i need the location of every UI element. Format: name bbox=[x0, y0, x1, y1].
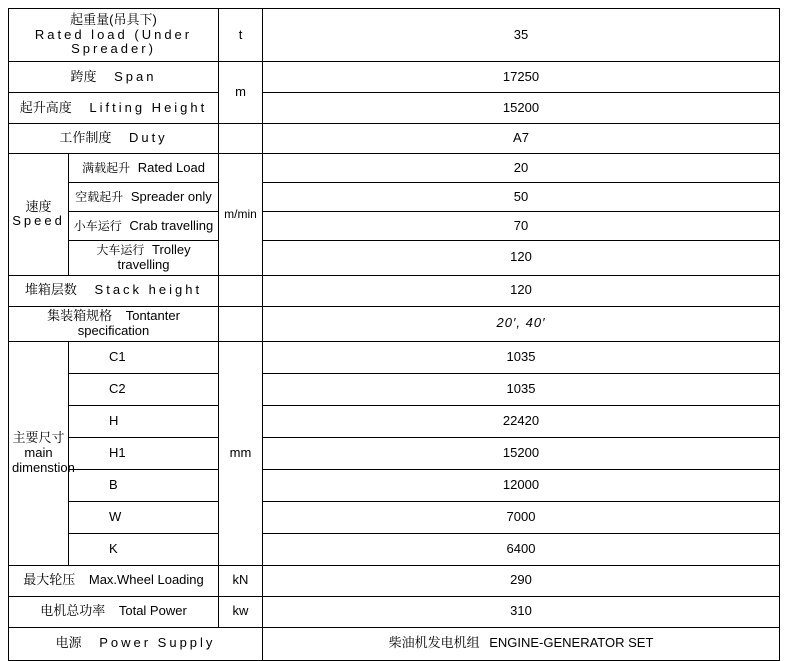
specification-table bbox=[8, 8, 780, 661]
row-label-container-spec bbox=[9, 306, 219, 341]
row-value: 310 bbox=[263, 596, 780, 627]
row-unit: t bbox=[219, 9, 263, 62]
row-unit bbox=[219, 124, 263, 154]
dimension-value: 15200 bbox=[263, 437, 780, 469]
label-cn: 速度 bbox=[25, 198, 52, 214]
label-cn: 大车运行 bbox=[96, 243, 145, 257]
label-en: Rated load (Under Spreader) bbox=[34, 26, 193, 57]
table-row bbox=[9, 183, 780, 212]
dimension-value: 12000 bbox=[263, 469, 780, 501]
label-cn: 主要尺寸 bbox=[12, 429, 65, 445]
label-en: Speed bbox=[12, 213, 65, 229]
speed-item-label-spreader-only bbox=[69, 183, 219, 212]
table-row bbox=[9, 93, 780, 124]
label-cn: 满载起升 bbox=[82, 160, 131, 175]
table-row bbox=[9, 627, 780, 660]
label-en: Total Power bbox=[118, 603, 187, 619]
table-row bbox=[9, 241, 780, 276]
label-cn: 小车运行 bbox=[73, 218, 122, 233]
speed-value: 50 bbox=[263, 183, 780, 212]
dimension-label-b: B bbox=[69, 469, 219, 501]
table-row bbox=[9, 212, 780, 241]
row-label-rated-load bbox=[9, 9, 219, 62]
row-unit: kw bbox=[219, 596, 263, 627]
group-label-speed bbox=[9, 154, 69, 276]
table-row bbox=[9, 124, 780, 154]
speed-item-label-trolley-travelling bbox=[69, 241, 219, 276]
table-row bbox=[9, 306, 780, 341]
dimension-value: 22420 bbox=[263, 405, 780, 437]
table-row bbox=[9, 62, 780, 93]
row-value: 35 bbox=[263, 9, 780, 62]
row-value: A7 bbox=[263, 124, 780, 154]
table-row bbox=[9, 373, 780, 405]
dimension-value: 1035 bbox=[263, 373, 780, 405]
dimension-label-h: H bbox=[69, 405, 219, 437]
label-en-2: dimenstion bbox=[12, 459, 75, 475]
label-cn: 空载起升 bbox=[75, 189, 124, 204]
label-en-1: main bbox=[24, 444, 53, 460]
dimension-value: 6400 bbox=[263, 533, 780, 565]
speed-value: 70 bbox=[263, 212, 780, 241]
dimension-label-c2: C2 bbox=[69, 373, 219, 405]
label-cn: 跨度 bbox=[70, 68, 97, 84]
label-cn: 工作制度 bbox=[59, 130, 112, 146]
label-en: Crab travelling bbox=[129, 217, 214, 233]
table-row bbox=[9, 596, 780, 627]
table-row bbox=[9, 565, 780, 596]
label-en: Power Supply bbox=[99, 635, 216, 651]
row-value: 15200 bbox=[263, 93, 780, 124]
dimension-label-h1: H1 bbox=[69, 437, 219, 469]
row-value: 17250 bbox=[263, 62, 780, 93]
speed-unit: m/min bbox=[219, 154, 263, 276]
row-label-total-power bbox=[9, 596, 219, 627]
row-value: 20′, 40′ bbox=[263, 306, 780, 341]
row-unit bbox=[219, 275, 263, 306]
row-value: 290 bbox=[263, 565, 780, 596]
table-row bbox=[9, 341, 780, 373]
value-en: ENGINE-GENERATOR SET bbox=[489, 635, 654, 651]
label-en: Lifting Height bbox=[89, 99, 208, 115]
label-cn: 堆箱层数 bbox=[24, 282, 77, 298]
label-cn: 电源 bbox=[55, 635, 82, 651]
row-value: 120 bbox=[263, 275, 780, 306]
row-value-power-supply bbox=[263, 627, 780, 660]
row-label-stack-height bbox=[9, 275, 219, 306]
label-en: Trolley travelling bbox=[117, 242, 191, 272]
table-row bbox=[9, 469, 780, 501]
dimension-label-k: K bbox=[69, 533, 219, 565]
table-row bbox=[9, 275, 780, 306]
speed-item-label-rated-load bbox=[69, 154, 219, 183]
row-unit: kN bbox=[219, 565, 263, 596]
dimension-label-c1: C1 bbox=[69, 341, 219, 373]
label-en: Span bbox=[114, 68, 157, 84]
label-cn: 起升高度 bbox=[19, 99, 72, 115]
row-label-duty bbox=[9, 124, 219, 154]
row-label-span bbox=[9, 62, 219, 93]
value-cn: 柴油机发电机组 bbox=[388, 635, 480, 651]
label-en: Max.Wheel Loading bbox=[88, 572, 204, 588]
label-cn: 电机总功率 bbox=[40, 603, 106, 619]
table-row bbox=[9, 437, 780, 469]
dimension-unit: mm bbox=[219, 341, 263, 565]
label-cn: 集装箱规格 bbox=[47, 307, 113, 323]
row-label-power-supply bbox=[9, 627, 263, 660]
dimension-label-w: W bbox=[69, 501, 219, 533]
table-row bbox=[9, 9, 780, 62]
row-unit: m bbox=[219, 62, 263, 124]
row-label-lifting-height bbox=[9, 93, 219, 124]
row-label-max-wheel-loading bbox=[9, 565, 219, 596]
table-row bbox=[9, 533, 780, 565]
label-en: Spreader only bbox=[130, 188, 212, 204]
group-label-main-dimension bbox=[9, 341, 75, 565]
table-row bbox=[9, 501, 780, 533]
dimension-value: 7000 bbox=[263, 501, 780, 533]
table-row bbox=[9, 154, 780, 183]
speed-value: 20 bbox=[263, 154, 780, 183]
label-en: Duty bbox=[128, 130, 168, 146]
speed-value: 120 bbox=[263, 241, 780, 276]
label-cn: 最大轮压 bbox=[23, 572, 76, 588]
label-en: Tontanter specification bbox=[77, 307, 180, 338]
speed-item-label-crab-travelling bbox=[69, 212, 219, 241]
row-unit bbox=[219, 306, 263, 341]
dimension-value: 1035 bbox=[263, 341, 780, 373]
label-en: Rated Load bbox=[137, 159, 205, 175]
label-en: Stack height bbox=[94, 282, 203, 298]
label-cn: 起重量(吊具下) bbox=[70, 11, 157, 27]
table-row bbox=[9, 405, 780, 437]
